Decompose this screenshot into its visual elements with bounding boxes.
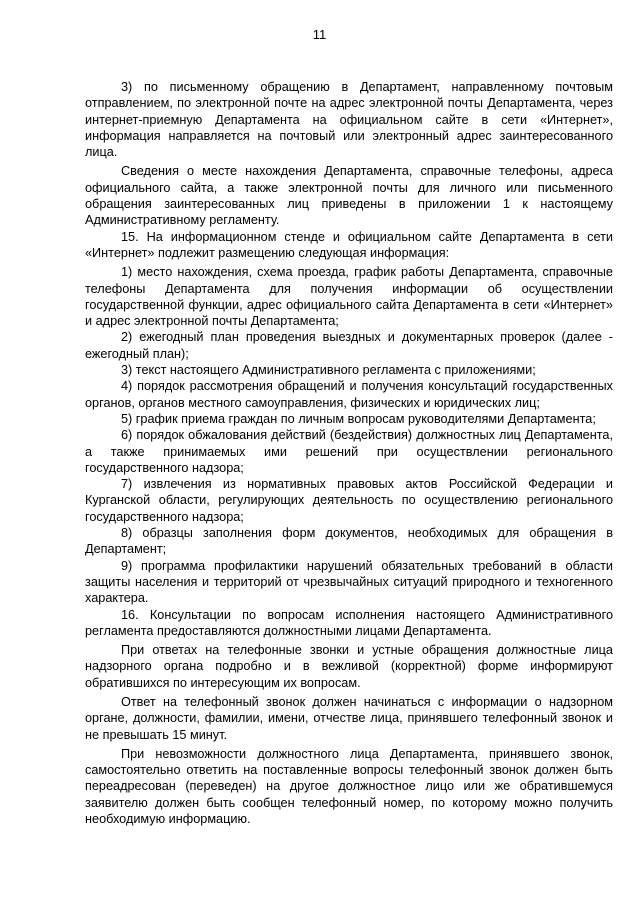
paragraph-section-15: 15. На информационном стенде и официальном сайте Департамента в сети «Интернет» подлежит размещению следующая информация:	[85, 229, 613, 260]
paragraph-call-redirect: При невозможности должностного лица Департамента, принявшего звонок, самостоятельно ответить на поставленные вопросы телефонный звонок должен быть переадресован (переведен) на другое должностное лицо или же обратившемуся заявителю должен быть сообщен телефонный номер, по которому можно получить необходимую информацию.	[85, 746, 613, 827]
paragraph-list-item-8: 8) образцы заполнения форм документов, необходимых для обращения в Департамент;	[85, 526, 613, 557]
page-number: 11	[312, 27, 327, 42]
paragraph-list-item-3: 3) текст настоящего Административного регламента с приложениями;	[121, 363, 536, 378]
paragraph-list-item-1: 1) место нахождения, схема проезда, график работы Департамента, справочные телефоны Департамента для получения информации об осуществлении государственной функции, адрес официального сайта Департамента в сети «Интернет» и адрес электронной почты Департамента;	[85, 265, 613, 329]
paragraph-list-item-2: 2) ежегодный план проведения выездных и документарных проверок (далее - ежегодный план);	[85, 330, 613, 361]
paragraph-list-item-6: 6) порядок обжалования действий (бездействия) должностных лиц Департамента, а также принимаемых ими решений при осуществлении регионального государственного надзора;	[85, 428, 613, 475]
paragraph-phone-answers: При ответах на телефонные звонки и устные обращения должностные лица надзорного органа подробно и в вежливой (корректной) форме информируют обратившихся по интересующим их вопросам.	[85, 643, 613, 690]
paragraph-list-item-5: 5) график приема граждан по личным вопросам руководителями Департамента;	[121, 411, 596, 426]
paragraph-item-3-written-appeal: 3) по письменному обращению в Департамент, направленному почтовым отправлением, по электронной почте на адрес электронной почты Департамента, через интернет-приемную Департамента на официальном сайте в сети «Интернет», информация направляется на почтовый или электронный адрес заинтересованного лица.	[85, 80, 613, 160]
paragraph-contact-info: Сведения о месте нахождения Департамента, справочные телефоны, адреса официального сайта, а также электронной почты для личного или письменного обращения заинтересованных лиц приведены в приложении 1 к настоящему Административному регламенту.	[85, 164, 613, 228]
paragraph-list-item-7: 7) извлечения из нормативных правовых актов Российской Федерации и Курганской области, регулирующих деятельность по осуществлению регионального государственного надзора;	[85, 477, 613, 524]
paragraph-phone-call-start: Ответ на телефонный звонок должен начинаться с информации о надзорном органе, должности, фамилии, имени, отчестве лица, принявшего телефонный звонок и не превышать 15 минут.	[85, 694, 613, 742]
paragraph-list-item-9: 9) программа профилактики нарушений обязательных требований в области защиты населения и территорий от чрезвычайных ситуаций природного и техногенного характера.	[85, 558, 613, 606]
paragraph-list-item-4: 4) порядок рассмотрения обращений и получения консультаций государственных органов, органов местного самоуправления, физических и юридических лиц;	[85, 379, 613, 410]
document-body	[85, 79, 613, 827]
paragraph-section-16: 16. Консультации по вопросам исполнения настоящего Административного регламента предоставляются должностными лицами Департамента.	[85, 607, 613, 638]
